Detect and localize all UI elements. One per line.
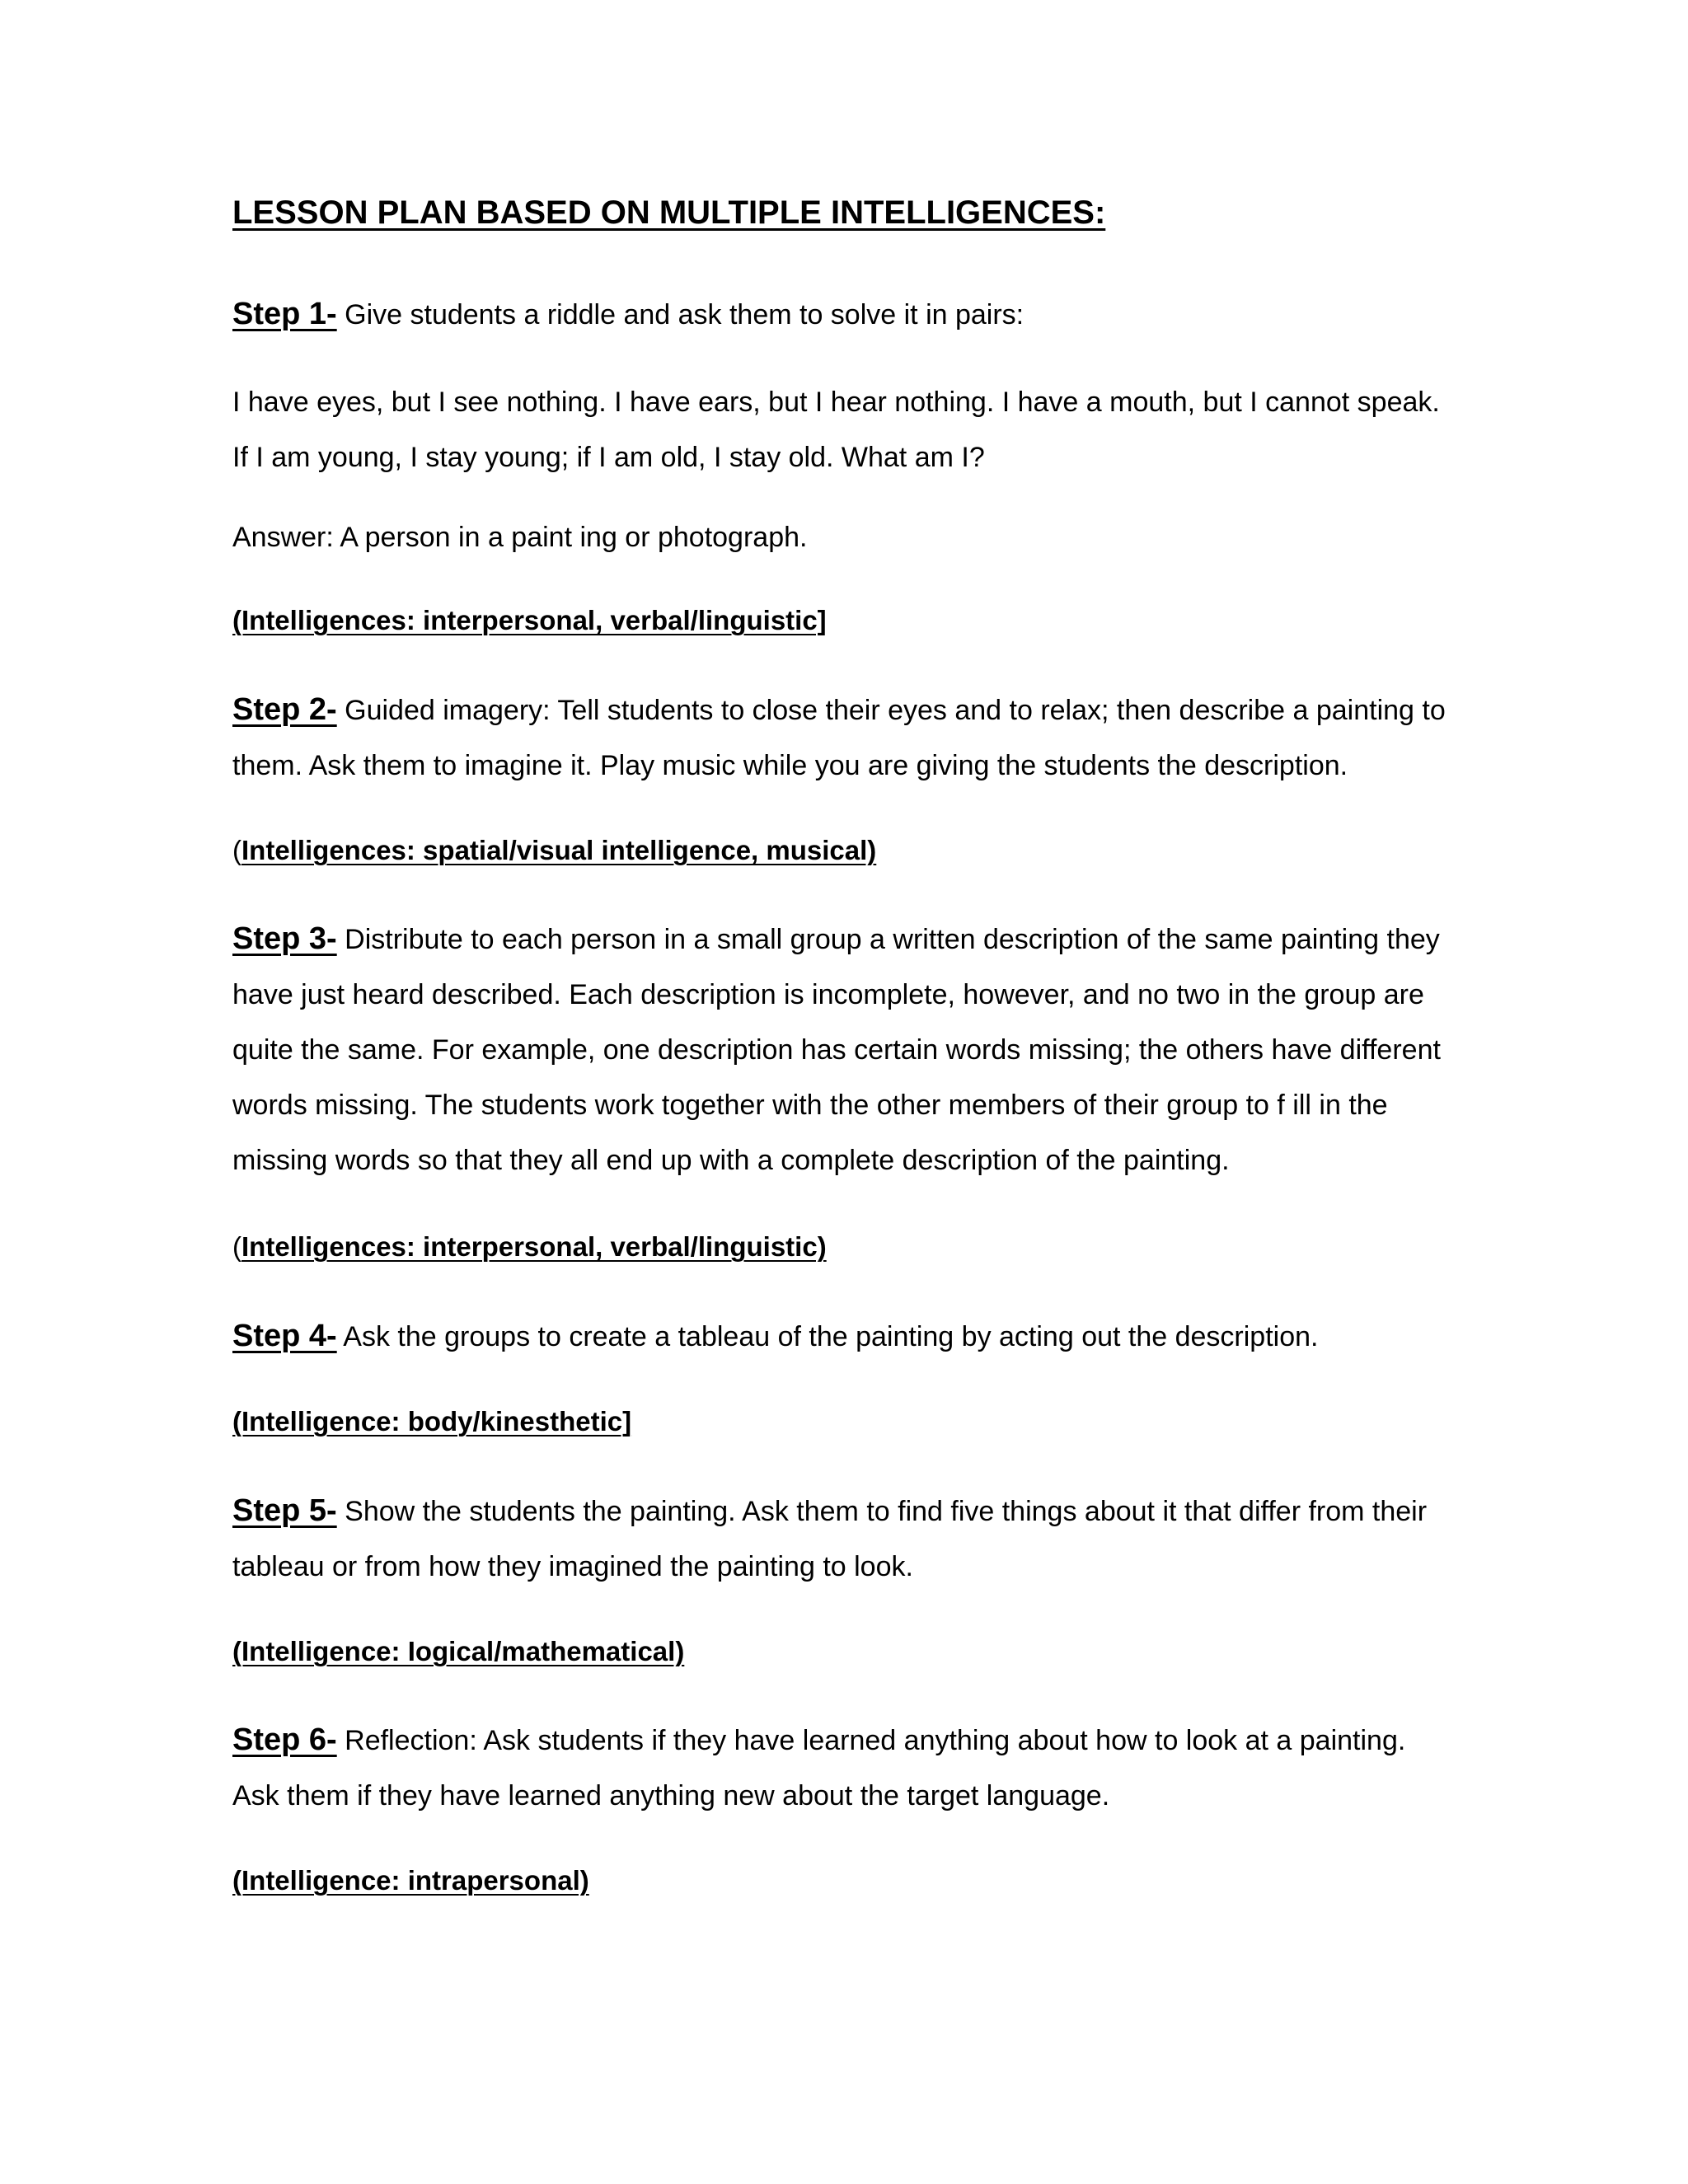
riddle-text: I have eyes, but I see nothing. I have ears, but I hear nothing. I have a mouth, but I cannot speak. If I am young, I stay young; if I am old, I stay old. What am I? bbox=[232, 387, 1440, 473]
riddle-answer: Answer: A person in a paint ing or photograph. bbox=[232, 522, 808, 553]
step-4-text: Ask the groups to create a tableau of the painting by acting out the description. bbox=[336, 1321, 1319, 1352]
page-title: LESSON PLAN BASED ON MULTIPLE INTELLIGENCES: bbox=[232, 194, 1106, 231]
intelligences-note-1-text: (Intelligences: interpersonal, verbal/linguistic] bbox=[232, 605, 827, 635]
step-3-paragraph bbox=[232, 912, 1452, 1188]
step-3-label: Step 3- bbox=[232, 921, 337, 956]
step-5-paragraph bbox=[232, 1483, 1452, 1595]
step-2-text: Guided imagery: Tell students to close their eyes and to relax; then describe a painting to them. Ask them to imagine it. Play music while you are giving the students the description. bbox=[232, 695, 1446, 781]
intelligences-note-3-prefix: ( bbox=[232, 1231, 241, 1262]
step-3-text: Distribute to each person in a small group a written description of the same painting they have just heard described. Each description is incomplete, however, and no two in the group are quite the same. For example, one description has certain words missing; the others have different words missing. The students work together with the other members of their group to f ill in the missing words so that they all end up with a complete description of the painting. bbox=[232, 924, 1441, 1176]
step-2-paragraph bbox=[232, 682, 1452, 794]
intelligences-note-2-text: Intelligences: spatial/visual intelligence, musical) bbox=[241, 835, 877, 865]
step-4-paragraph bbox=[232, 1309, 1452, 1365]
step-6-label: Step 6- bbox=[232, 1722, 337, 1757]
intelligences-note-6 bbox=[232, 1864, 589, 1897]
intelligences-note-2-prefix: ( bbox=[232, 835, 241, 865]
step-1-paragraph bbox=[232, 287, 1452, 343]
intelligences-note-1 bbox=[232, 604, 827, 637]
intelligences-note-5-text: (Intelligence: Iogical/mathematical) bbox=[232, 1636, 685, 1666]
intelligences-note-4-text: (Intelligence: body/kinesthetic] bbox=[232, 1406, 632, 1436]
intelligences-note-6-text: (Intelligence: intrapersonal) bbox=[232, 1865, 589, 1896]
intelligences-note-4 bbox=[232, 1405, 631, 1438]
step-5-text: Show the students the painting. Ask them to find five things about it that differ from their tableau or from how they imagined the painting to look. bbox=[232, 1496, 1428, 1582]
intelligences-note-3 bbox=[232, 1230, 827, 1263]
intelligences-note-3-text: Intelligences: interpersonal, verbal/linguistic) bbox=[241, 1231, 827, 1262]
step-2-label: Step 2- bbox=[232, 692, 337, 727]
step-6-text: Reflection: Ask students if they have learned anything about how to look at a painting. Ask them if they have learned anything new about the target language. bbox=[232, 1725, 1406, 1811]
intelligences-note-2 bbox=[232, 834, 876, 867]
step-1-text: Give students a riddle and ask them to solve it in pairs: bbox=[336, 299, 1025, 330]
intelligences-note-5 bbox=[232, 1635, 684, 1668]
step-1-label: Step 1- bbox=[232, 297, 337, 331]
step-5-label: Step 5- bbox=[232, 1493, 337, 1528]
step-4-label: Step 4- bbox=[232, 1319, 337, 1353]
step-6-paragraph bbox=[232, 1713, 1452, 1824]
